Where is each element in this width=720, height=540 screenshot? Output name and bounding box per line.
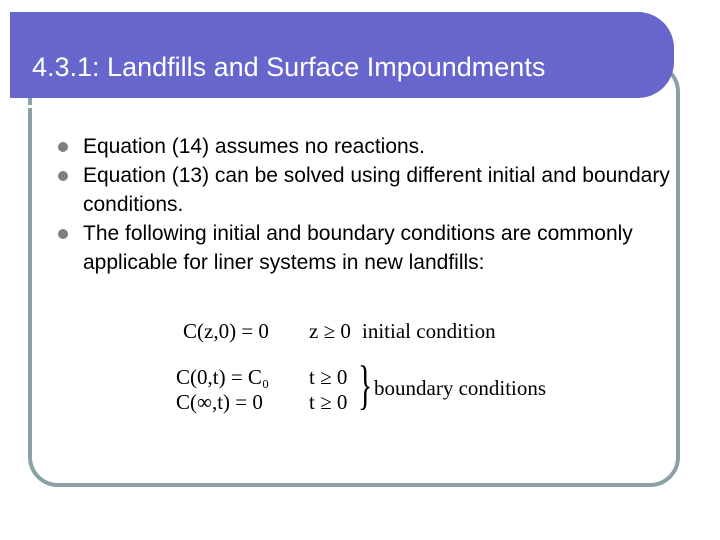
boundary-condition-2-lhs: C(∞,t) = 0 (176, 390, 263, 414)
bullet-text: The following initial and boundary conditions are commonly applicable for liner systems in new landfills: (83, 222, 633, 274)
boundary-condition-2-range: t ≥ 0 (309, 390, 348, 414)
boundary-condition-1-range: t ≥ 0 (309, 365, 348, 389)
bullet-text: Equation (13) can be solved using different initial and boundary conditions. (83, 164, 670, 216)
initial-condition-label: initial condition (362, 319, 496, 343)
title-underline (28, 105, 646, 108)
boundary-condition-1-lhs: C(0,t) = C₀ (176, 365, 270, 389)
bullet-dot-icon (58, 171, 68, 181)
bullet-text: Equation (14) assumes no reactions. (83, 135, 426, 158)
title-bar (10, 12, 674, 98)
bullet-list (58, 132, 688, 277)
slide-title: 4.3.1: Landfills and Surface Impoundments (32, 52, 546, 82)
right-brace-icon: } (358, 355, 373, 415)
initial-condition-range: z ≥ 0 (309, 319, 351, 343)
bullet-item (58, 219, 688, 277)
initial-condition-lhs: C(z,0) = 0 (183, 319, 269, 343)
bullet-dot-icon (58, 229, 68, 239)
bullet-item (58, 161, 688, 219)
bullet-item (58, 132, 688, 161)
bullet-dot-icon (58, 142, 68, 152)
boundary-condition-label: boundary conditions (374, 376, 547, 400)
